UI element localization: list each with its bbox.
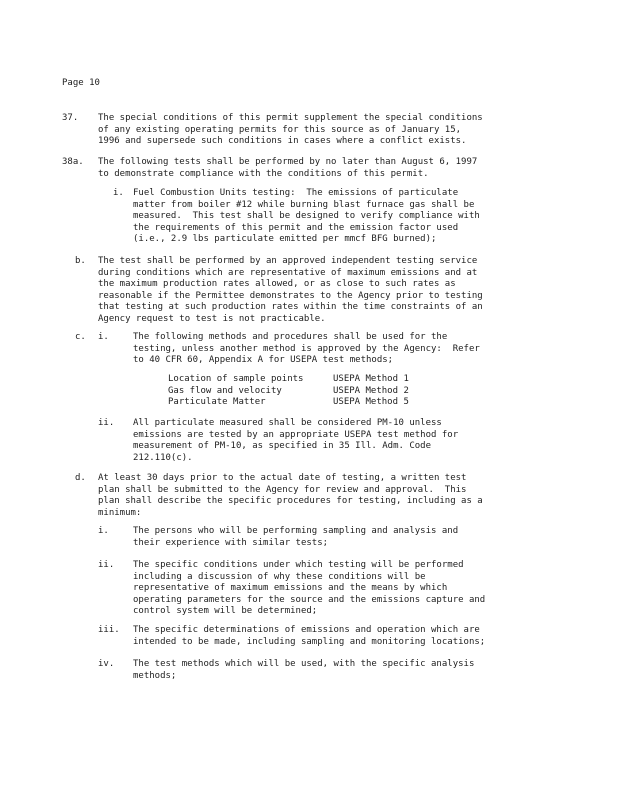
item-d-line: At least 30 days prior to the actual date of testing, a written test (98, 473, 467, 483)
item-38a-i-line: matter from boiler #12 while burning blast furnace gas shall be (133, 199, 475, 210)
item-d-ii-line: operating parameters for the source and the emissions capture and (133, 594, 486, 605)
item-d-iii-line: The specific determinations of emissions and operation which are (133, 625, 480, 635)
item-b-line: the maximum production rates allowed, or as close to such rates as (98, 279, 456, 289)
item-d-i-line: The persons who will be performing sampling and analysis and (133, 526, 459, 536)
item-d-ii-line: including a discussion of why these conditions will be (133, 571, 426, 582)
item-b-line: that testing at such production rates within the time constraints of an (98, 302, 483, 312)
item-37-line: of any existing operating permits for this source as of January 15, (98, 124, 462, 135)
item-37-number: 37. (62, 113, 79, 123)
item-b-line: Agency request to test is not practicable. (98, 313, 326, 324)
item-c-ii-line: 212.110(c). (133, 452, 193, 463)
item-d-iv-line: methods; (133, 670, 177, 681)
item-37-line: 1996 and supersede such conditions in cases where a conflict exists. (98, 136, 467, 146)
item-d-iv-line: The test methods which will be used, with the specific analysis (133, 659, 475, 669)
item-d-i-marker: i. (98, 526, 109, 536)
item-d-ii-marker: ii. (98, 560, 115, 570)
item-38a-line: The following tests shall be performed by no later than August 6, 1997 (98, 157, 478, 167)
item-d-line: plan shall describe the specific procedures for testing, including as a (98, 496, 483, 506)
item-38a-line: to demonstrate compliance with the conditions of this permit. (98, 168, 429, 179)
method-code: USEPA Method 5 (333, 397, 409, 407)
item-c-marker: c. (75, 332, 86, 342)
item-d-line: minimum: (98, 507, 142, 518)
item-c-ii-line: All particulate measured shall be considered PM-10 unless (133, 418, 442, 428)
item-d-ii-line: The specific conditions under which testing will be performed (133, 560, 464, 570)
item-d-ii-line: representative of maximum emissions and the means by which (133, 583, 448, 593)
item-d-iii-line: intended to be made, including sampling and monitoring locations; (133, 636, 486, 647)
item-38a-i-line: measured. This test shall be designed to verify compliance with (133, 211, 480, 221)
item-c-i-line: to 40 CFR 60, Appendix A for USEPA test methods; (133, 355, 394, 365)
item-38a-i-line: Fuel Combustion Units testing: The emissions of particulate (133, 188, 459, 198)
item-c-i-line: testing, unless another method is approved by the Agency: Refer (133, 343, 480, 354)
item-c-ii-line: emissions are tested by an appropriate USEPA test method for (133, 429, 459, 440)
item-d-marker: d. (75, 473, 86, 483)
item-b-line: during conditions which are representative of maximum emissions and at (98, 267, 478, 278)
item-b-line: reasonable if the Permittee demonstrates to the Agency prior to testing (98, 290, 483, 301)
method-name: Gas flow and velocity (168, 385, 282, 396)
item-c-i-line: The following methods and procedures shall be used for the (133, 332, 448, 342)
item-c-ii-line: measurement of PM-10, as specified in 35 Ill. Adm. Code (133, 441, 432, 451)
method-name: Location of sample points (168, 374, 304, 384)
method-code: USEPA Method 1 (333, 374, 409, 384)
item-d-iv-marker: iv. (98, 659, 115, 669)
item-d-iii-marker: iii. (98, 625, 120, 635)
item-37-line: The special conditions of this permit supplement the special conditions (98, 113, 483, 123)
item-38a-i-line: the requirements of this permit and the emission factor used (133, 222, 459, 233)
item-38a-number: 38a. (62, 157, 84, 167)
item-38a-i-line: (i.e., 2.9 lbs particulate emitted per mmcf BFG burned); (133, 234, 437, 244)
item-c-ii-marker: ii. (98, 418, 115, 428)
page-label: Page 10 (62, 78, 100, 88)
item-b-marker: b. (75, 256, 86, 266)
item-38a-i-marker: i. (113, 188, 124, 198)
item-c-i-marker: i. (98, 332, 109, 342)
method-name: Particulate Matter (168, 397, 266, 407)
item-d-ii-line: control system will be determined; (133, 606, 318, 616)
item-b-line: The test shall be performed by an approved independent testing service (98, 256, 478, 266)
item-d-i-line: their experience with similar tests; (133, 537, 329, 548)
item-d-line: plan shall be submitted to the Agency for review and approval. This (98, 484, 467, 495)
method-code: USEPA Method 2 (333, 385, 409, 396)
